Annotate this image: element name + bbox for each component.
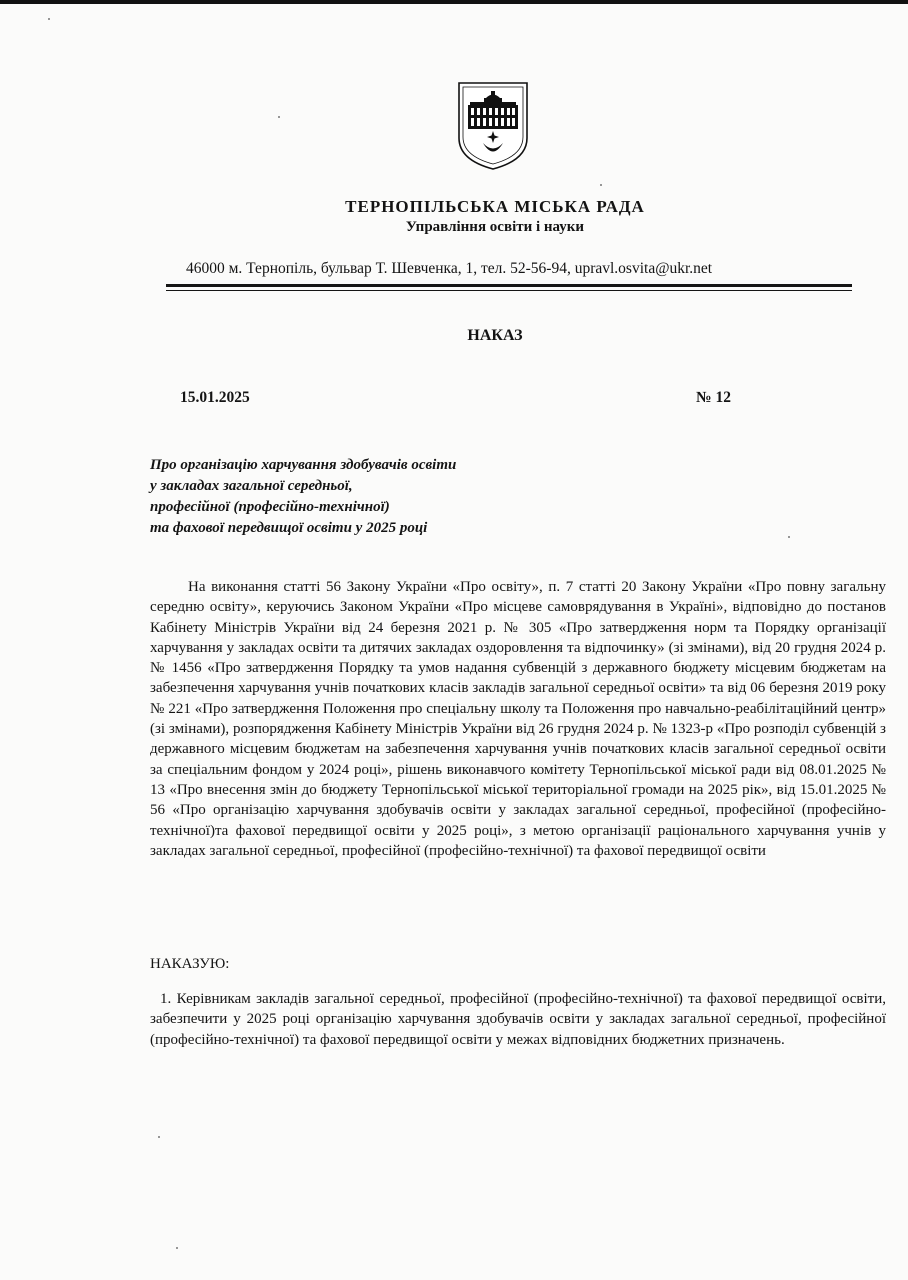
order-directive-word: НАКАЗУЮ: — [150, 956, 230, 972]
subject-line: та фахової передвищої освіти у 2025 році — [150, 520, 428, 536]
order-item: 1. Керівникам закладів загальної середньої, професійної (професійно-технічної) та фахової передвищої освіти, забезпечити у 2025 році організацію харчування здобувачів освіти у закладах загальної середньої, професійної (професійно-технічної) та фахової передвищої освіти у межах відповідних бюджетних призначень. — [150, 991, 886, 1048]
order-date: 15.01.2025 — [180, 389, 250, 406]
order-title: НАКАЗ — [467, 327, 523, 344]
dept-name: Управління освіти і науки — [405, 219, 585, 235]
order-subject — [150, 455, 456, 539]
order-number: № 12 — [696, 389, 731, 406]
preamble-paragraph: На виконання статті 56 Закону України «Про освіту», п. 7 статті 20 Закону України «Про повну загальну середню освіту», керуючись Законом України «Про місцеве самоврядування в Україні», відповідно до постанов Кабінету Міністрів України від 24 березня 2021 р. № 305 «Про затвердження норм та Порядку організації харчування у закладах освіти та дитячих закладах оздоровлення та відпочинку» (зі змінами), від 20 грудня 2024 р. № 1456 «Про затвердження Порядку та умов надання субвенцій з державного бюджету місцевим бюджетам на забезпечення харчування учнів початкових класів закладів загальної середньої освіти» та від 06 березня 2019 року № 221 «Про затвердження Положення про спеціальну школу та Положення про навчально-реабілітаційний центр» (зі змінами), розпорядження Кабінету Міністрів України від 26 грудня 2024 р. № 1323-р «Про розподіл субвенцій з державного місцевим бюджетам на забезпечення харчування учнів початкових класів загальної середньої освіти за спеціальним фондом у 2024 році», рішень виконавчого комітету Тернопільської міської ради від 08.01.2025 № 13 «Про внесення змін до бюджету Тернопільської міської територіальної громади на 2025 рік», від 15.01.2025 № 56 «Про організацію харчування здобувачів освіти у закладах загальної середньої, професійної (професійно-технічної)та фахової передвищої освіти у 2025 році», з метою організації раціонального харчування учнів у закладах загальної середньої, професійної (професійно-технічної) та фахової передвищої освіти — [150, 579, 886, 859]
scan-top-edge — [0, 0, 908, 4]
scan-speck — [158, 1136, 160, 1138]
scan-speck — [176, 1247, 178, 1249]
subject-line: професійної (професійно-технічної) — [150, 499, 390, 515]
header-divider-thin — [166, 290, 852, 291]
subject-line: Про організацію харчування здобувачів освіти — [150, 457, 457, 473]
scan-speck — [278, 116, 280, 118]
header-divider-thick — [166, 284, 852, 287]
scan-speck — [788, 536, 790, 538]
org-address: 46000 м. Тернопіль, бульвар Т. Шевченка, 1, тел. 52-56-94, upravl.osvita@ukr.net — [186, 260, 713, 277]
scan-speck — [48, 18, 50, 20]
ternopil-coat-of-arms-icon — [456, 80, 530, 172]
subject-line: у закладах загальної середньої, — [150, 478, 353, 494]
scan-speck — [600, 184, 602, 186]
org-name: ТЕРНОПІЛЬСЬКА МІСЬКА РАДА — [345, 197, 645, 216]
